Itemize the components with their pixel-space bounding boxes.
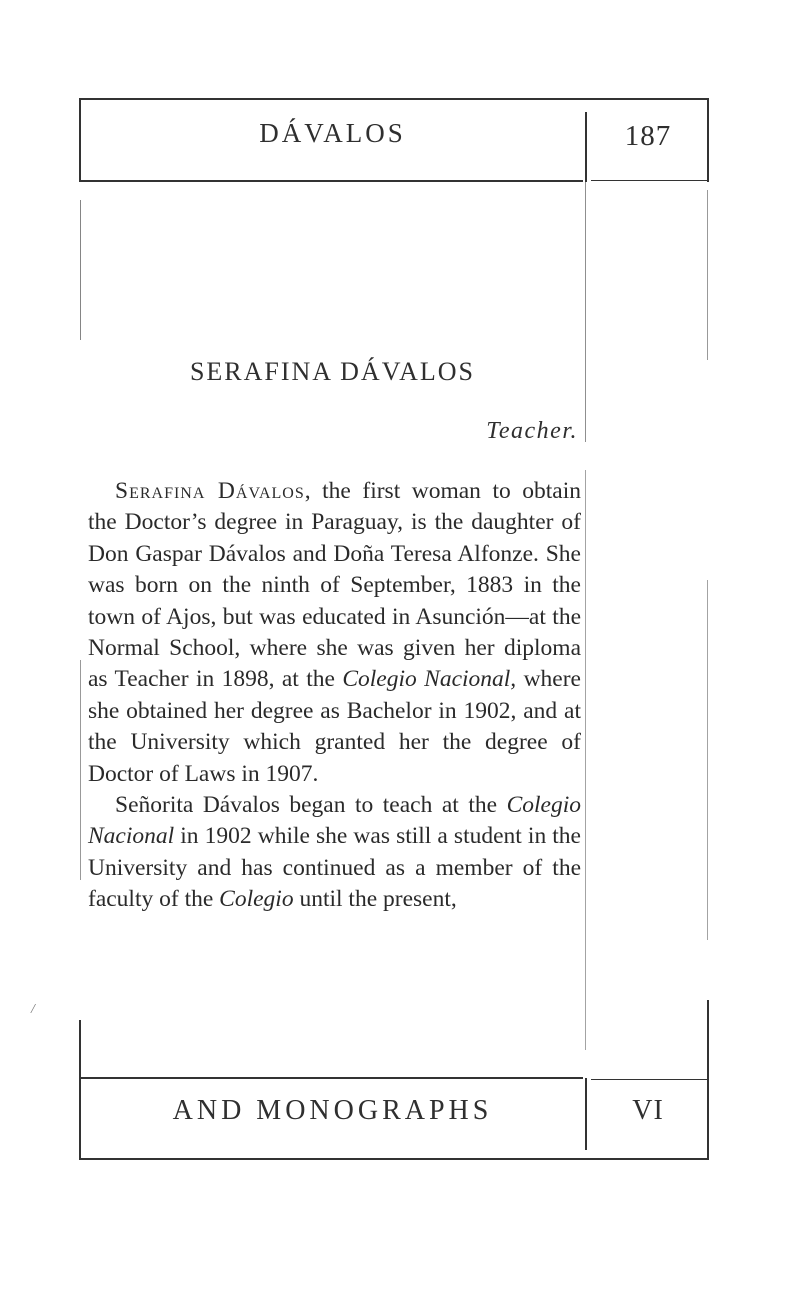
- entry-body: [88, 476, 581, 916]
- running-title: DÁVALOS: [259, 118, 406, 148]
- volume-number: VI: [632, 1095, 664, 1126]
- top-rule: [80, 98, 709, 100]
- paragraph-2-italic-b: Colegio: [219, 886, 294, 913]
- middle-rule-body-lower: [585, 470, 586, 1050]
- paragraph-2-italic-a: Colegio Nacional: [88, 792, 581, 850]
- paragraph-1: [88, 476, 581, 790]
- right-rule-body: [707, 190, 708, 360]
- lead-name: Serafina Dávalos: [115, 478, 305, 504]
- right-rule-body-lower: [707, 580, 708, 940]
- paragraph-2-text-a: Señorita Dávalos began to teach at the: [115, 792, 507, 819]
- right-rule-bottom: [707, 1000, 709, 1160]
- entry-role: Teacher.: [486, 418, 578, 444]
- footer-top-rule-right: [591, 1079, 707, 1080]
- paragraph-2-text-c: until the present,: [293, 886, 457, 913]
- bottom-rule: [80, 1158, 709, 1160]
- footer-top-rule: [80, 1077, 583, 1079]
- header-bottom-rule: [80, 180, 583, 182]
- margin-mark: /: [31, 1002, 35, 1017]
- page-number: 187: [624, 120, 672, 152]
- header-bottom-rule-right: [591, 180, 707, 181]
- paragraph-2: [88, 790, 581, 916]
- paragraph-1-italic-a: Colegio Nacional,: [342, 666, 517, 693]
- middle-rule-body: [585, 182, 586, 442]
- left-rule-bottom: [79, 1020, 81, 1160]
- paragraph-1-text-b: where she obtained her degree as Bachelor in 1902, and at the University which granted her the degree of Doctor of Laws in 1907.: [88, 666, 581, 787]
- series-title: AND MONOGRAPHS: [172, 1095, 493, 1126]
- left-rule-body: [80, 200, 81, 340]
- entry-name-heading: SERAFINA DÁVALOS: [189, 357, 476, 386]
- paragraph-1-text-a: , the first woman to obtain the Doctor’s degree in Paraguay, is the daughter of Don Gaspar Dávalos and Doña Teresa Alfonze. She was born on the ninth of September, 1883 in the town of Ajos, but was educated in Asunción—at the Normal School, where she was given her diploma as Teacher in 1898, at the: [88, 478, 581, 693]
- left-rule-body-lower: [80, 660, 81, 880]
- paragraph-2-text-b: in 1902 while she was still a student in the University and has continued as a member of the faculty of the: [88, 823, 581, 913]
